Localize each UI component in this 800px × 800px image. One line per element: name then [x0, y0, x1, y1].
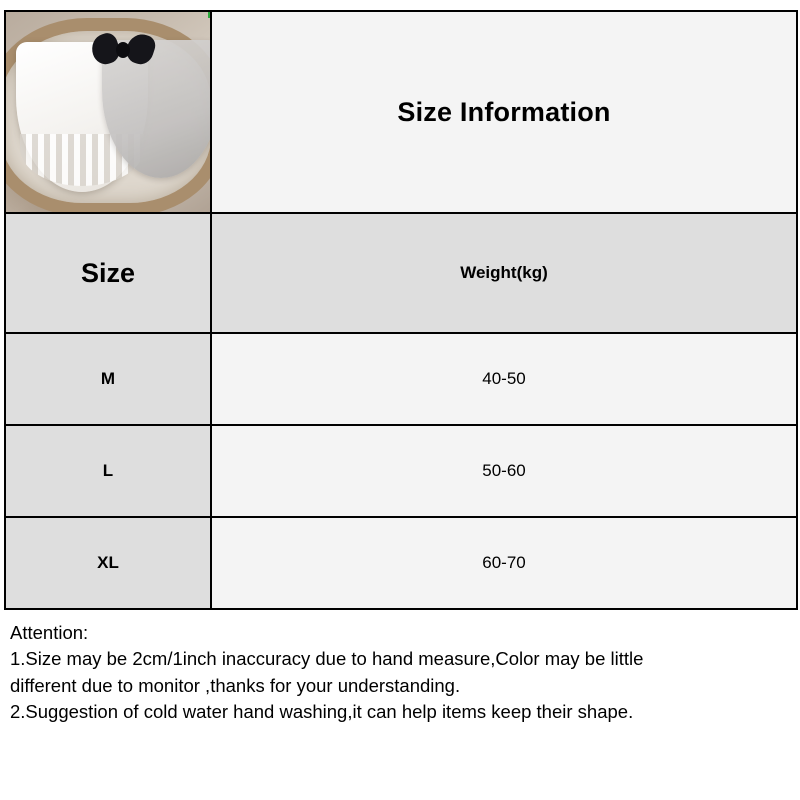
cell-weight-m: 40-50 [211, 333, 797, 425]
product-image-cell [5, 11, 211, 213]
bow-knot-shape [116, 42, 130, 58]
attention-line-2: different due to monitor ,thanks for your understanding. [10, 674, 461, 696]
attention-note [6, 616, 794, 725]
header-weight-label: Weight(kg) [460, 263, 548, 282]
green-marker-icon [208, 12, 211, 18]
table-row [5, 333, 797, 425]
attention-heading: Attention: [10, 622, 89, 643]
cell-size-l: L [5, 425, 211, 517]
table-row [5, 517, 797, 609]
cell-weight-l: 50-60 [211, 425, 797, 517]
page-title: Size Information [397, 96, 611, 127]
size-information-table [4, 10, 798, 610]
column-header-row [5, 213, 797, 333]
table-title-row [5, 11, 797, 213]
header-size [5, 213, 211, 333]
cell-size-xl: XL [5, 517, 211, 609]
attention-line-1: 1.Size may be 2cm/1inch inaccuracy due to hand measure,Color may be little [10, 648, 644, 670]
attention-line-3: 2.Suggestion of cold water hand washing,it can help items keep their shape. [10, 700, 634, 722]
black-bow-icon [92, 34, 154, 68]
lace-panties-photo [6, 12, 210, 212]
cell-size-m: M [5, 333, 211, 425]
table-row [5, 425, 797, 517]
cell-weight-xl: 60-70 [211, 517, 797, 609]
header-size-label: Size [80, 257, 136, 288]
header-weight [211, 213, 797, 333]
title-cell [211, 11, 797, 213]
